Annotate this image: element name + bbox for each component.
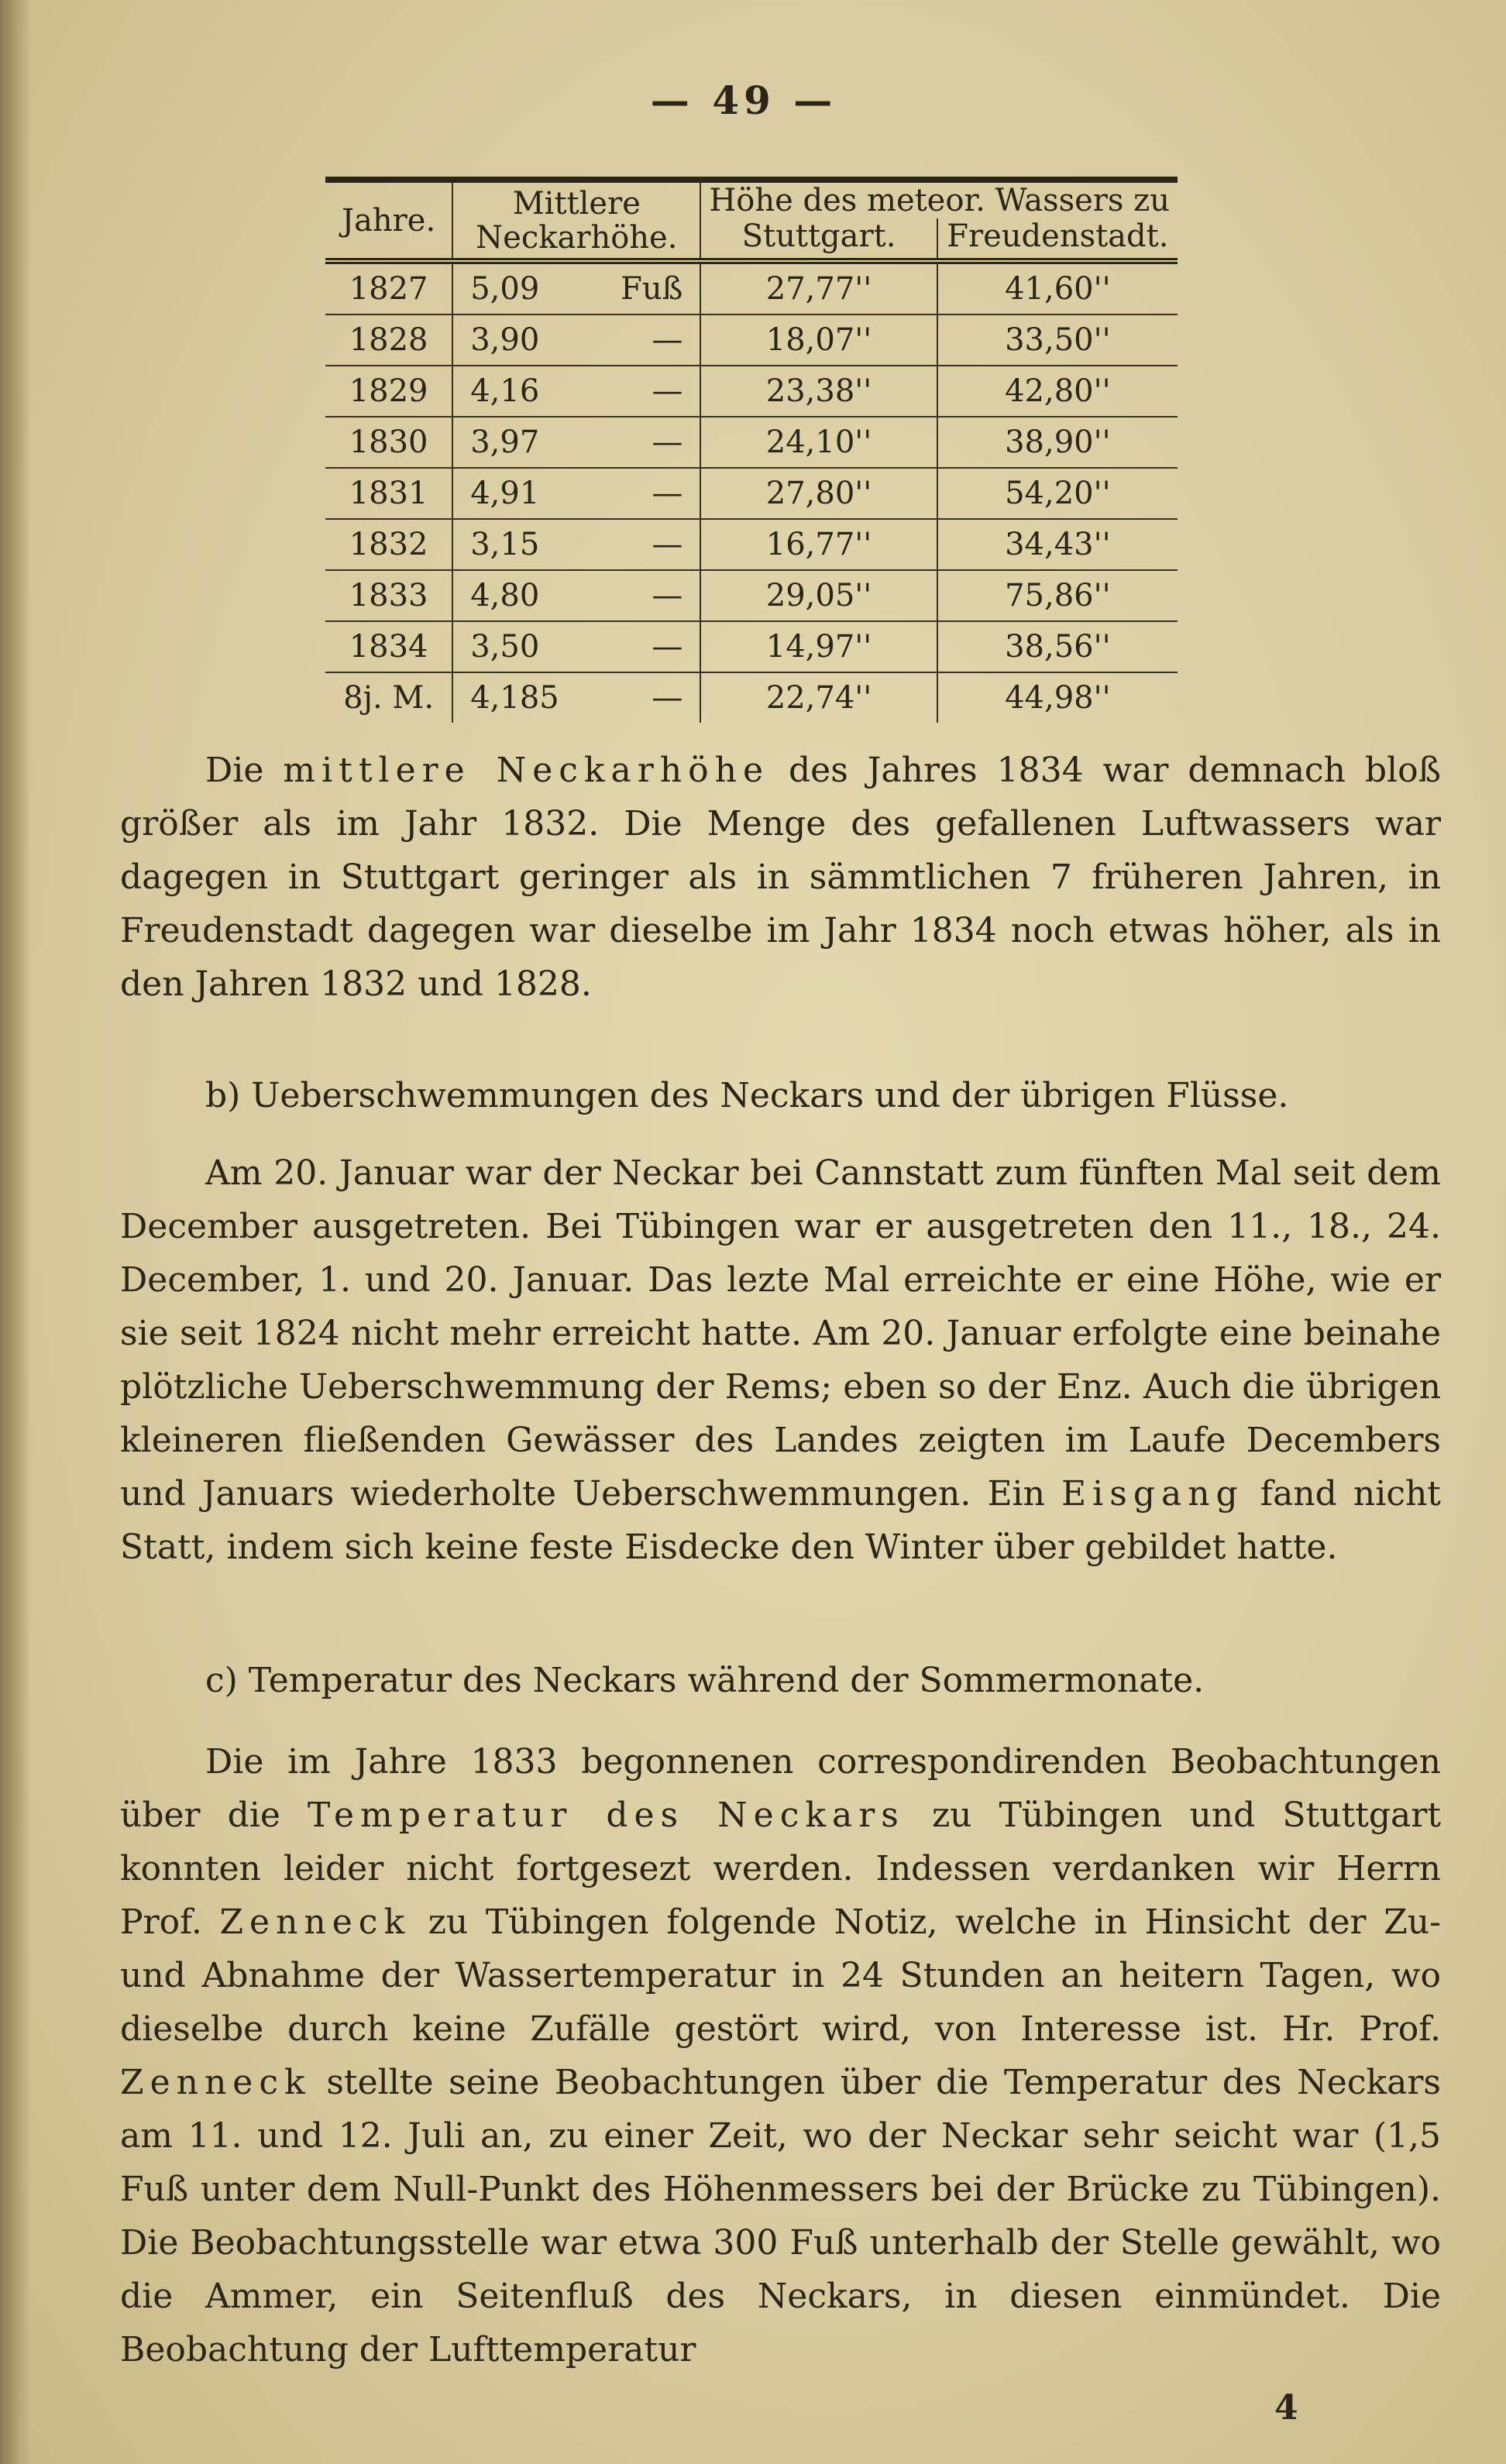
header-stuttgart: Stuttgart. [700,218,937,261]
cell-stuttgart: 18,07'' [700,314,937,366]
neckar-number: 3,97 [470,424,540,460]
cell-stuttgart: 29,05'' [700,570,937,621]
neckar-number: 3,90 [470,322,540,358]
para1-lead: Die [205,751,284,790]
cell-neckar [452,314,700,366]
table-row [325,570,1178,621]
neckar-unit: Fuß [621,271,683,307]
table-row [325,468,1178,519]
neckar-value [459,527,693,562]
cell-neckar [452,261,700,314]
neckar-value [459,578,693,613]
neckar-unit: — [652,322,683,358]
para1-rest: des Jahres 1834 war demnach bloß größer als im Jahr 1832. Die Menge des gefallenen Luftwassers war dagegen in Stuttgart geringer als in sämmtlichen 7 früheren Jahren, in Freudenstadt dagegen war dieselbe im Jahr 1834 noch etwas höher, als in den Jahren 1832 und 1828. [120,751,1441,1004]
para2-text1: Am 20. Januar war der Neckar bei Cannstatt zum fünften Mal seit dem December ausgetreten. Bei Tübingen war er ausgetreten den 11., 18., 24. December, 1. und 20. Januar. Das lezte Mal erreichte er eine Höhe, wie er sie seit 1824 nicht mehr erreicht hatte. Am 20. Januar erfolgte eine beinahe plötzliche Ueberschwemmung der Rems; eben so der Enz. Auch die übrigen kleineren fließenden Gewässer des Landes zeigten im Laufe Decembers und Januars wiederholte Ueberschwemmungen. Ein [120,1153,1441,1514]
cell-stuttgart: 14,97'' [700,621,937,672]
cell-stuttgart: 27,80'' [700,468,937,519]
cell-stuttgart: 16,77'' [700,519,937,570]
cell-neckar [452,672,700,723]
cell-freudenstadt: 33,50'' [937,314,1178,366]
cell-year: 1829 [325,366,452,417]
header-neckar: Mittlere Neckarhöhe. [452,180,700,261]
table-row [325,366,1178,417]
table-row [325,519,1178,570]
para3-text1: Die im Jahre 1833 begonnenen correspondirenden Beobachtungen über die [120,1742,1441,1835]
table-row [325,417,1178,468]
cell-freudenstadt: 54,20'' [937,468,1178,519]
paragraph-floods [120,1146,1441,1574]
neckar-value [459,680,693,716]
neckar-value [459,629,693,665]
cell-neckar [452,519,700,570]
cell-year: 1828 [325,314,452,366]
cell-freudenstadt: 75,86'' [937,570,1178,621]
neckar-value [459,322,693,358]
neckar-unit: — [652,476,683,511]
neckar-unit: — [652,629,683,665]
para2-spaced: Eisgang [1061,1474,1244,1514]
cell-stuttgart: 22,74'' [700,672,937,723]
para3-spaced3: Zenneck [120,2063,311,2102]
table-row [325,261,1178,314]
para3-spaced2: Zenneck [219,1902,411,1942]
neckar-value [459,424,693,460]
neckar-unit: — [652,373,683,409]
cell-year: 1833 [325,570,452,621]
heading-floods: b) Ueberschwemmungen des Neckars und der übrigen Flüsse. [205,1076,1289,1115]
table-body [325,261,1178,723]
para3-spaced1: Temperatur des Neckars [308,1796,905,1835]
cell-neckar [452,468,700,519]
neckar-number: 4,80 [470,578,540,613]
cell-freudenstadt: 44,98'' [1005,680,1111,716]
neckar-number: 4,185 [470,680,559,716]
signature-mark: 4 [1274,2388,1298,2428]
table-row [325,314,1178,366]
neckar-number: 5,09 [470,271,540,307]
cell-year: 1832 [325,519,452,570]
cell-freudenstadt: 41,60'' [937,261,1178,314]
cell-year: 1831 [325,468,452,519]
cell-neckar [452,366,700,417]
para3-text2: zu Tübingen und Stuttgart konnten leider nicht fortgesezt werden. Indessen verdanken wir Herrn Prof. [120,1796,1441,1942]
para3-text4: stellte seine Beobachtungen über die Temperatur des Neckars am 11. und 12. Juli an, zu einer Zeit, wo der Neckar sehr seicht war (1,5 Fuß unter dem Null-Punkt des Höhenmessers bei der Brücke zu Tübingen). Die Beobachtungsstelle war etwa 300 Fuß unterhalb der Stelle gewählt, wo die Ammer, ein Seitenfluß des Neckars, in diesen einmündet. Die Beobachtung der Lufttemperatur [120,2063,1441,2369]
cell-neckar [452,417,700,468]
cell-year: 8j. M. [325,672,452,723]
neckar-number: 3,15 [470,527,540,562]
header-freudenstadt: Freudenstadt. [937,218,1178,261]
para3-text3: zu Tübingen folgende Notiz, welche in Hinsicht der Zu- und Abnahme der Wassertemperatur in 24 Stunden an heitern Tagen, wo dieselbe durch keine Zufälle gestört wird, von Interesse ist. Hr. Prof. [120,1902,1441,2049]
neckar-number: 4,16 [470,373,540,409]
cell-freudenstadt: 42,80'' [937,366,1178,417]
neckar-number: 4,91 [470,476,540,511]
cell-stuttgart: 27,77'' [700,261,937,314]
neckar-unit: — [652,680,683,716]
page-gutter [0,0,31,2464]
cell-neckar [452,570,700,621]
neckar-number: 3,50 [470,629,540,665]
paragraph-temperature [120,1735,1441,2376]
neckar-unit: — [652,527,683,562]
cell-freudenstadt: 38,56'' [937,621,1178,672]
header-year: Jahre. [325,180,452,261]
neckar-unit: — [652,424,683,460]
data-table [325,177,1178,723]
page-number: — 49 — [650,77,837,123]
para1-spaced: mittlere Neckarhöhe [283,751,770,790]
paragraph-neckar-height [120,744,1441,1011]
cell-year: 1834 [325,621,452,672]
para2-text2: fand nicht Statt, indem sich keine feste Eisdecke den Winter über gebildet hatte. [120,1474,1441,1567]
neckar-value [459,476,693,511]
cell-freudenstadt: 38,90'' [937,417,1178,468]
cell-year: 1830 [325,417,452,468]
table-row [325,621,1178,672]
heading-temperature: c) Temperatur des Neckars während der Sommermonate. [205,1661,1205,1700]
cell-stuttgart: 24,10'' [700,417,937,468]
header-group: Höhe des meteor. Wassers zu [709,183,1171,218]
cell-stuttgart: 23,38'' [700,366,937,417]
cell-neckar [452,621,700,672]
neckar-unit: — [652,578,683,613]
neckar-value [459,271,693,307]
cell-year: 1827 [325,261,452,314]
cell-freudenstadt: 34,43'' [937,519,1178,570]
neckar-value [459,373,693,409]
table-row [325,672,1178,723]
